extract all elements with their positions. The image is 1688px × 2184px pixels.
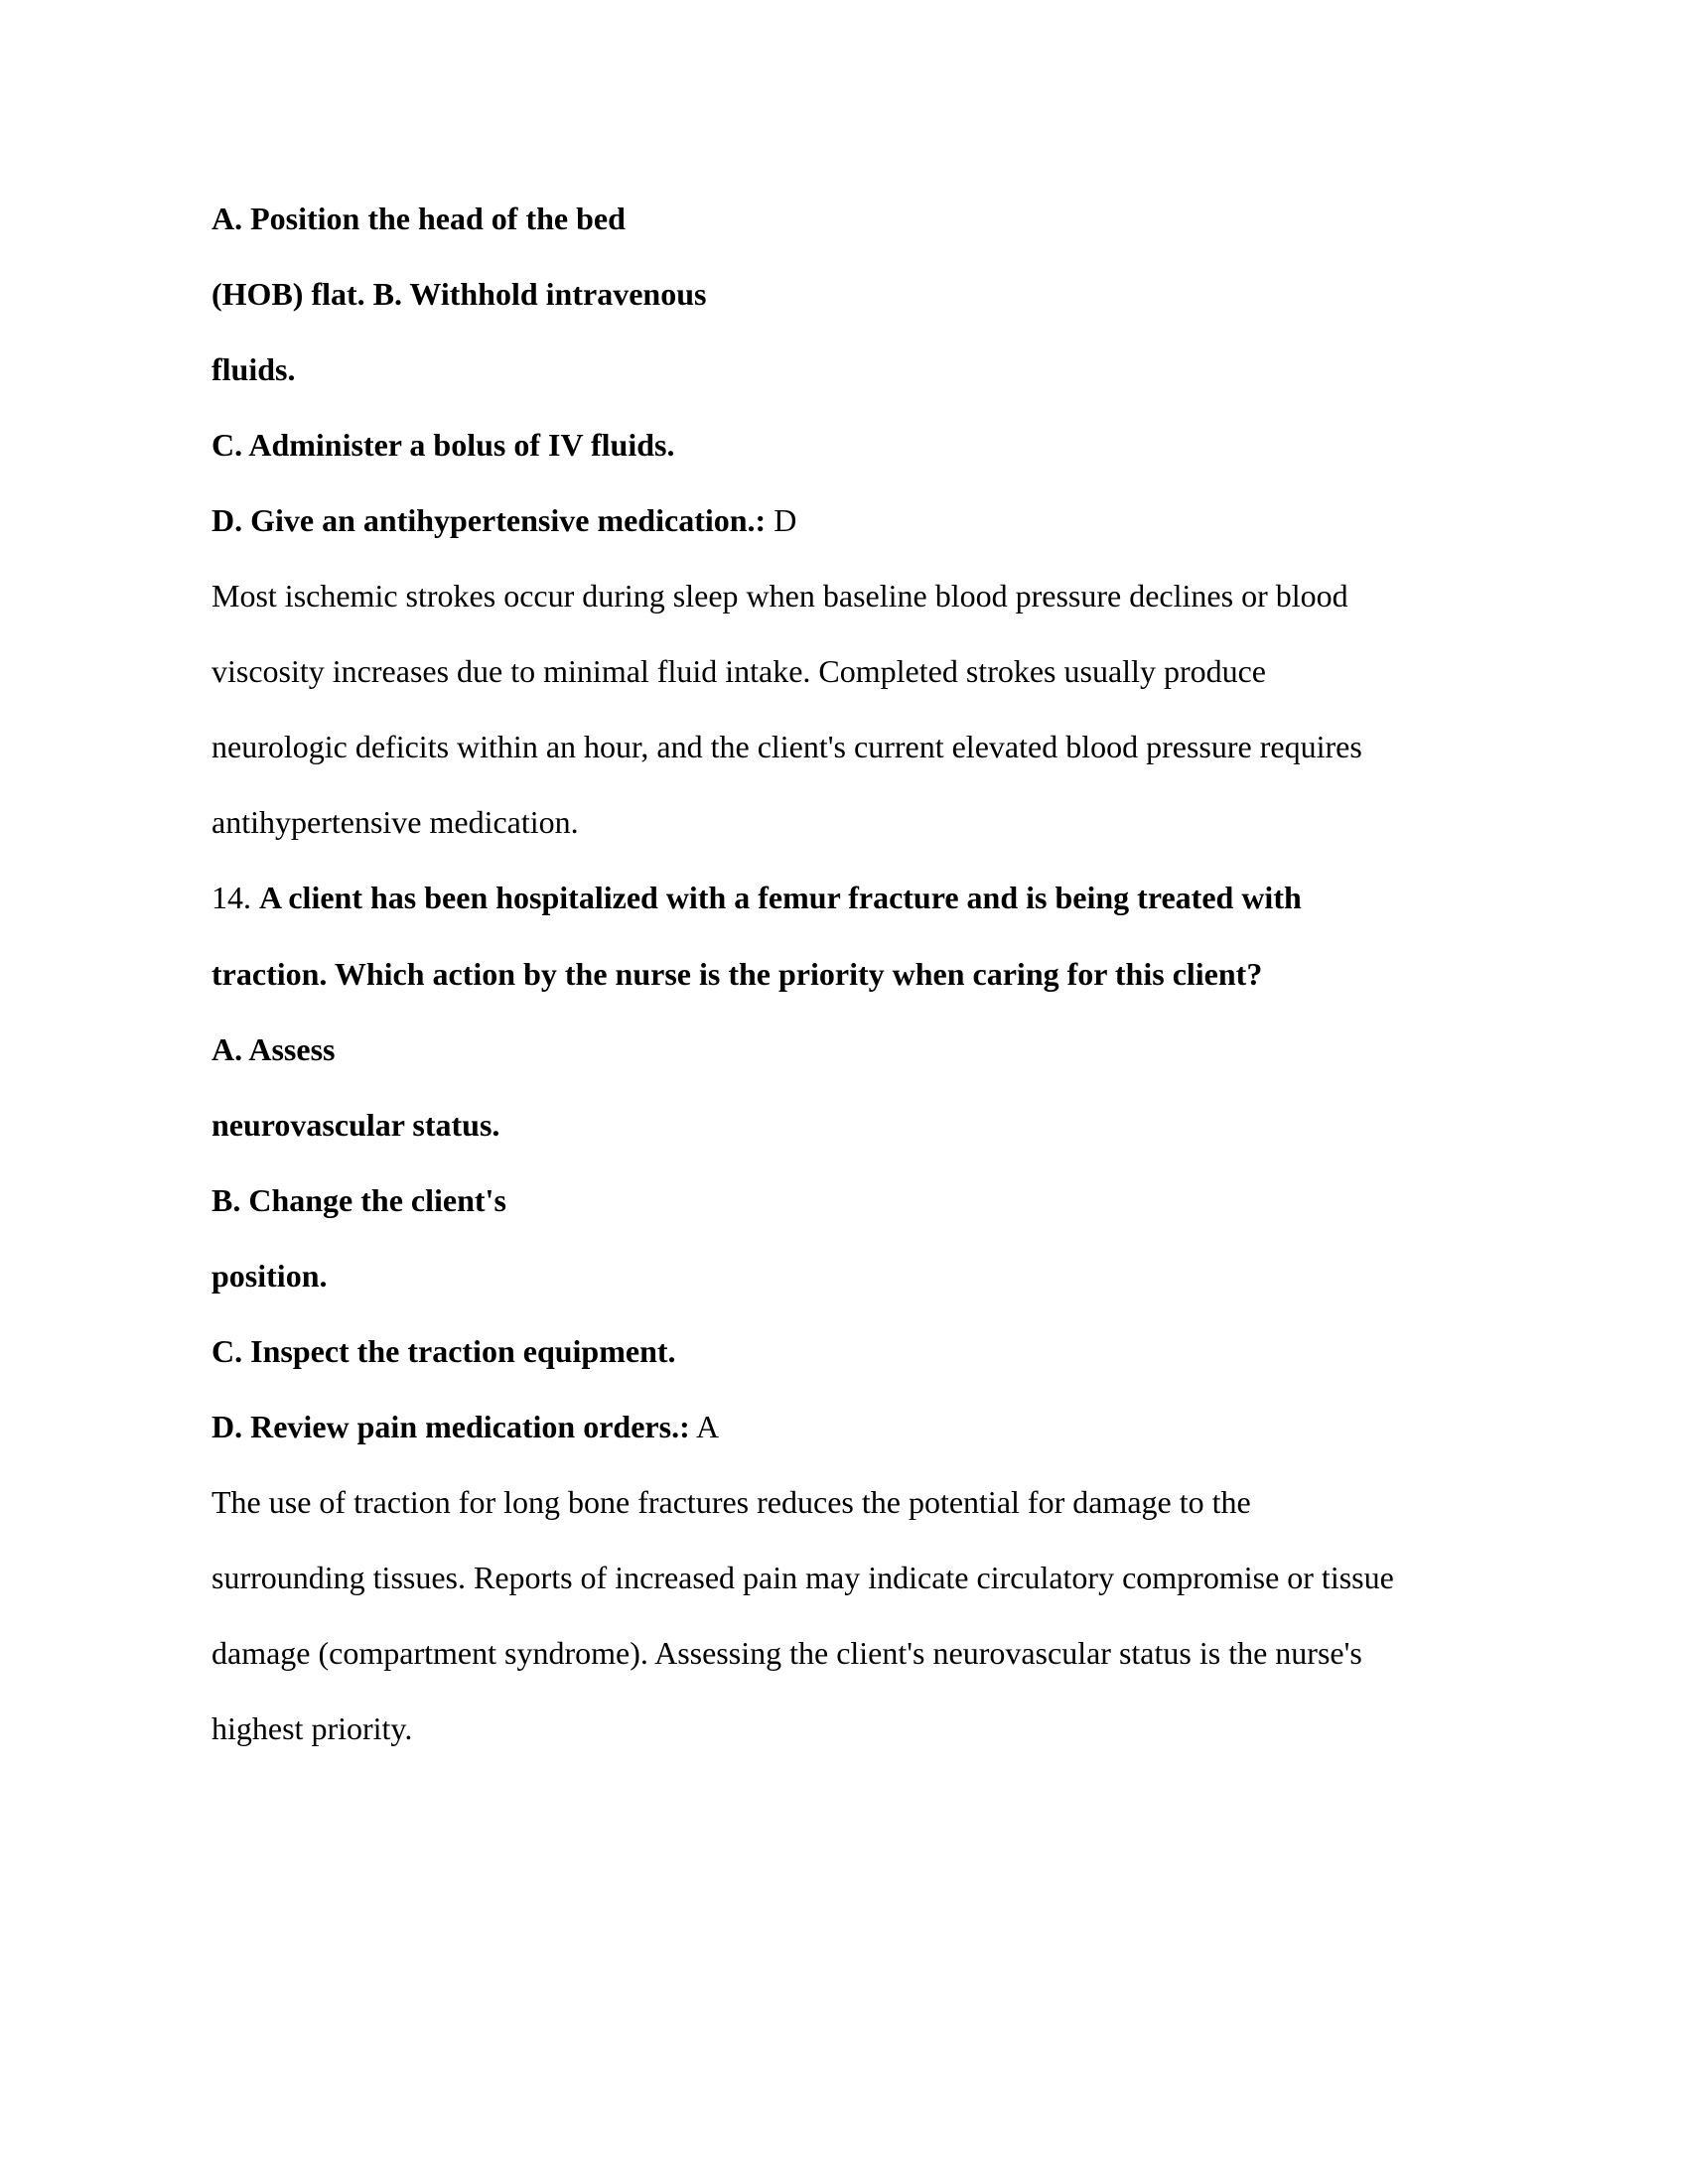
q14-rationale-line1: The use of traction for long bone fractures reduces the potential for damage to the: [211, 1484, 1251, 1520]
q14-option-d-row: [211, 1407, 719, 1446]
q13-option-d-row: [211, 500, 796, 540]
q14-stem-line1-row: [211, 878, 1302, 917]
q13-rationale-line2: viscosity increases due to minimal fluid intake. Completed strokes usually produce: [211, 653, 1266, 689]
q14-number: 14.: [211, 880, 259, 915]
q14-option-c: C. Inspect the traction equipment.: [211, 1333, 676, 1369]
q14-rationale-line4: highest priority.: [211, 1710, 413, 1746]
q13-rationale-line4: antihypertensive medication.: [211, 804, 579, 840]
q13-option-d: D. Give an antihypertensive medication.:: [211, 502, 767, 538]
q14-option-b-line2: position.: [211, 1258, 328, 1294]
q14-option-d: D. Review pain medication orders.:: [211, 1409, 690, 1444]
q14-stem-line2: traction. Which action by the nurse is the priority when caring for this client?: [211, 956, 1263, 992]
q13-option-a-line1: A. Position the head of the bed: [211, 201, 626, 236]
q13-option-a-line2: (HOB) flat. B. Withhold intravenous: [211, 276, 707, 312]
q14-option-b-line1: B. Change the client's: [211, 1182, 506, 1218]
q13-option-c: C. Administer a bolus of IV fluids.: [211, 427, 675, 463]
q13-rationale-line3: neurologic deficits within an hour, and the client's current elevated blood pressure requires: [211, 729, 1362, 764]
q14-rationale-line3: damage (compartment syndrome). Assessing the client's neurovascular status is the nurse's: [211, 1635, 1362, 1671]
q14-answer: A: [689, 1409, 720, 1444]
q14-option-a-line2: neurovascular status.: [211, 1107, 500, 1143]
q13-answer: D: [766, 502, 797, 538]
q13-option-b-line2: fluids.: [211, 351, 296, 387]
q13-rationale-line1: Most ischemic strokes occur during sleep when baseline blood pressure declines or blood: [211, 578, 1348, 614]
q14-stem-line1: A client has been hospitalized with a femur fracture and is being treated with: [259, 880, 1302, 915]
q14-option-a-line1: A. Assess: [211, 1031, 336, 1067]
q14-rationale-line2: surrounding tissues. Reports of increased pain may indicate circulatory compromise or tissue: [211, 1560, 1394, 1595]
